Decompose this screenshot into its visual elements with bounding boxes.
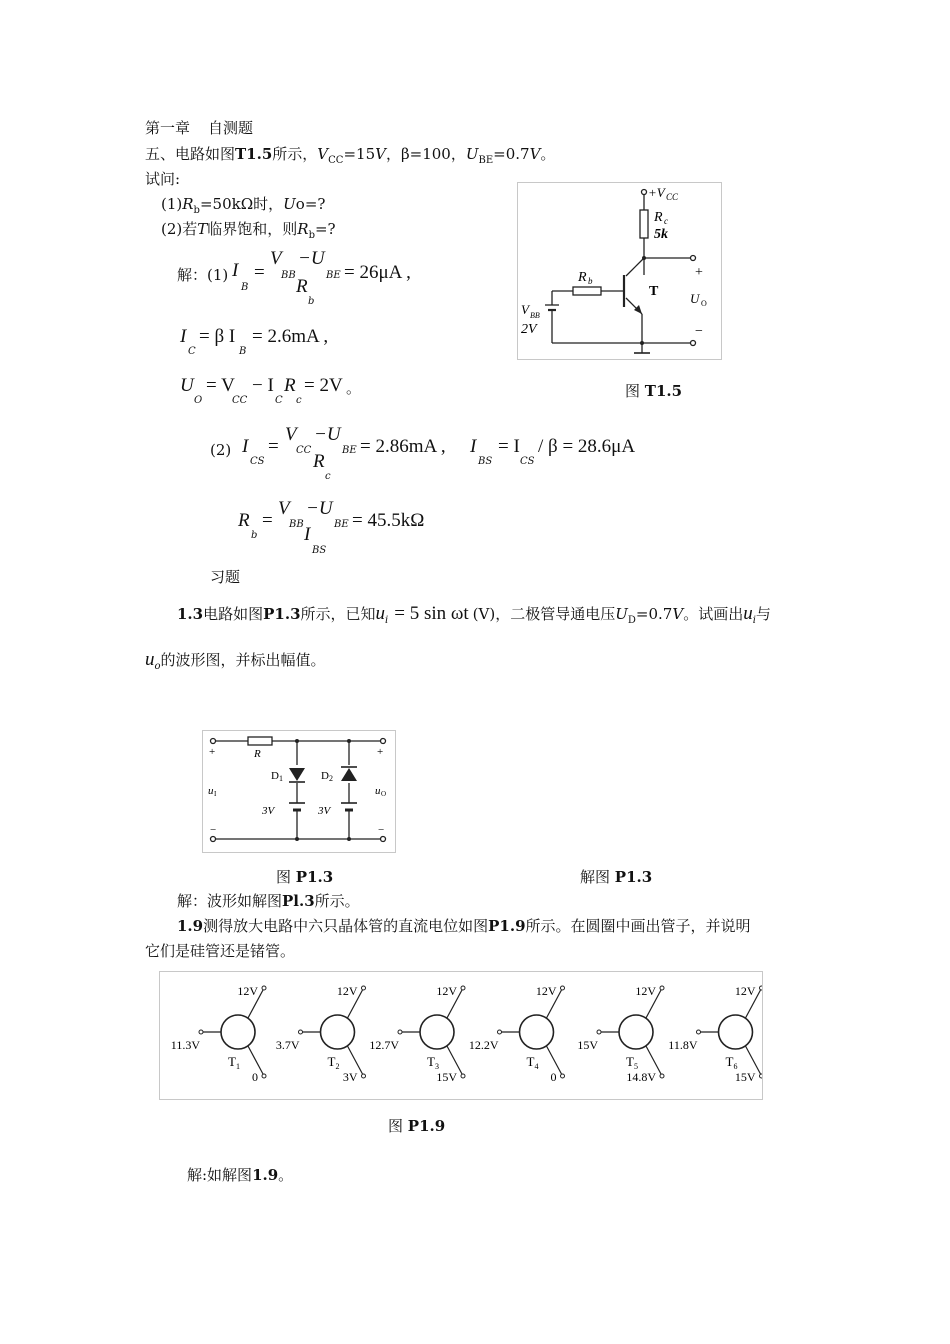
figure-t15 xyxy=(517,182,722,360)
transistor-5-name: T xyxy=(626,1054,634,1069)
ics-den-rsub: c xyxy=(325,471,331,482)
p19-line2: 它们是硅管还是锗管。 xyxy=(145,942,296,960)
transistor-5-bottom-voltage: 14.8V xyxy=(626,1070,656,1084)
q5-figure-ref: T1.5 xyxy=(235,145,273,163)
ib-eq: = xyxy=(254,262,265,283)
transistor-6-body xyxy=(719,1015,753,1049)
q5-prefix: 五、电路如图 xyxy=(145,145,236,163)
p19-figure-ref: P1.9 xyxy=(488,917,526,935)
figure-p13 xyxy=(202,730,396,853)
p13-d2-label: D xyxy=(321,770,329,782)
figure-p19 xyxy=(159,971,763,1100)
q5-part2-rb: R xyxy=(297,220,309,238)
p19-caption-pre: 图 xyxy=(388,1117,404,1135)
p13-minus-right: − xyxy=(378,824,385,836)
q5-ube-value: =0.7 xyxy=(493,145,530,163)
ib-den-rsub: b xyxy=(308,296,315,307)
ic-sub: C xyxy=(188,346,196,357)
ics-result: = 2.86mA , xyxy=(360,436,446,457)
q5-vcc-value: =15 xyxy=(343,145,376,163)
transistor-1-body xyxy=(221,1015,255,1049)
t15-vcc-sub: CC xyxy=(666,192,679,202)
t15-caption-ref: T1.5 xyxy=(644,382,683,400)
p13-answer-ref: Pl.3 xyxy=(282,892,315,910)
transistor-2-sub: 2 xyxy=(335,1062,340,1071)
rb-num-vsub: BB xyxy=(289,519,304,530)
p13-line2 xyxy=(145,650,326,677)
p13-circuit xyxy=(203,731,395,852)
p13-caption-right-pre: 解图 xyxy=(580,868,611,886)
p19-line1: 测得放大电路中六只晶体管的直流电位如图 xyxy=(203,917,489,935)
t15-vbb: V xyxy=(521,302,529,317)
transistor-5-top-voltage: 12V xyxy=(635,984,656,998)
ib-den-r: R xyxy=(296,276,308,297)
sol-label-1: 解：(1) xyxy=(177,266,229,284)
t15-rc: R xyxy=(654,210,663,225)
transistor-5-sub: 5 xyxy=(634,1062,638,1071)
q5-vcc-unit: V xyxy=(375,145,386,163)
transistor-4-left-voltage: 12.2V xyxy=(468,1038,499,1052)
p13-ud-unit: V xyxy=(672,605,684,623)
p13-caption-right xyxy=(580,866,652,887)
p13-plus-left: + xyxy=(209,746,216,758)
sol-label-2: (2) xyxy=(210,441,232,459)
p13-caption-left-ref: P1.3 xyxy=(295,868,334,886)
chapter-heading xyxy=(145,118,253,138)
p13-d1-sub: 1 xyxy=(279,774,283,783)
ibs-symbol: I xyxy=(470,436,477,457)
t15-uo: U xyxy=(690,291,700,306)
p13-caption-left xyxy=(276,866,333,887)
ibs-sub: BS xyxy=(478,456,493,467)
ib-symbol: I xyxy=(232,260,239,281)
q5-ube-label: U xyxy=(465,145,479,163)
transistor-3-base-terminal xyxy=(398,1030,402,1034)
p13-answer-post: 所示。 xyxy=(314,892,360,910)
uo-sub: O xyxy=(194,395,203,406)
transistor-3-name: T xyxy=(427,1054,435,1069)
q5-part2-rb-sub: b xyxy=(308,230,315,241)
transistor-3-bottom-terminal xyxy=(461,1074,465,1078)
p13-uo: u xyxy=(145,649,155,670)
p13-caption-left-pre: 图 xyxy=(276,868,292,886)
resistor-rb xyxy=(573,287,601,295)
transistor-4-base-terminal xyxy=(498,1030,502,1034)
q5-vcc-label: V xyxy=(317,145,329,163)
transistor-2-bottom-terminal xyxy=(362,1074,366,1078)
q5-ube-unit: V xyxy=(529,145,541,163)
uo-end: 。 xyxy=(346,379,362,397)
diode-d1 xyxy=(289,768,305,781)
transistor-1-bottom-terminal xyxy=(262,1074,266,1078)
p13-unit: (V)，二极管导通电压 xyxy=(472,605,616,623)
transistor-1-name: T xyxy=(228,1054,236,1069)
uo-symbol: U xyxy=(180,375,194,396)
rb-num-usub: BE xyxy=(334,519,349,530)
q5-part2 xyxy=(161,219,336,246)
transistor-3-body xyxy=(420,1015,454,1049)
ib-num-minus: −U xyxy=(298,248,325,269)
transistor-1-top-voltage: 12V xyxy=(237,984,258,998)
p13-uo-label: u xyxy=(375,785,381,797)
ic-mid-sub: B xyxy=(239,346,247,357)
ics-num-v: V xyxy=(285,424,297,445)
resistor-rc xyxy=(640,210,648,238)
ics-eq: = xyxy=(268,436,279,457)
terminal-out-bottom xyxy=(381,837,386,842)
p13-pre: 电路如图 xyxy=(203,605,264,623)
uo-rsub: c xyxy=(296,395,302,406)
p13-ui: u xyxy=(375,603,386,624)
transistor-5-base-terminal xyxy=(597,1030,601,1034)
p13-ui2: u xyxy=(743,603,753,624)
output-terminal xyxy=(691,256,696,261)
q5-part1-num: (1) xyxy=(161,195,183,213)
ic-symbol: I xyxy=(180,326,187,347)
uo-csub: C xyxy=(275,395,283,406)
p19-answer-ref: 1.9 xyxy=(252,1166,279,1184)
p13-uo-sub: o xyxy=(154,661,161,672)
q5-end: 。 xyxy=(540,145,556,163)
ics-sub: CS xyxy=(250,456,265,467)
t15-vcc: +V xyxy=(648,185,665,200)
rb-den-i: I xyxy=(304,524,311,545)
transistor-5-body xyxy=(619,1015,653,1049)
p19-answer-pre: 解:如解图 xyxy=(187,1166,253,1184)
p13-statement xyxy=(177,604,771,631)
t15-caption-pre: 图 xyxy=(625,382,641,400)
section-label: 自测题 xyxy=(208,119,254,137)
transistor-1-bottom-voltage: 0 xyxy=(252,1070,258,1084)
ics-den-r: R xyxy=(313,451,325,472)
q5-part2-mid: 临界饱和，则 xyxy=(207,220,298,238)
transistor-5-bottom-terminal xyxy=(660,1074,664,1078)
p13-r-label: R xyxy=(254,748,261,760)
transistor-4-top-terminal xyxy=(561,986,565,990)
transistor-6-left-voltage: 11.8V xyxy=(668,1038,698,1052)
p19-statement xyxy=(177,916,751,936)
ics-num-usub: BE xyxy=(342,445,357,456)
transistor-4-name: T xyxy=(526,1054,535,1069)
uo-result: = 2V xyxy=(304,375,343,396)
transistor-1-sub: 1 xyxy=(236,1062,240,1071)
t15-rc-sub: c xyxy=(664,216,668,226)
q5-vcc-sub: CC xyxy=(328,155,344,166)
p13-ud: U xyxy=(615,605,628,623)
p13-tail: 。试画出 xyxy=(683,605,744,623)
transistor-5-left-voltage: 15V xyxy=(577,1038,598,1052)
p13-answer xyxy=(177,891,360,911)
transistor-6-top-voltage: 12V xyxy=(734,984,756,998)
p13-ui-sub: I xyxy=(214,790,217,798)
rb-eq: = xyxy=(262,510,273,531)
transistor-1-left-voltage: 11.3V xyxy=(170,1038,200,1052)
transistor-2-bottom-voltage: 3V xyxy=(342,1070,358,1084)
p13-mid: 所示，已知 xyxy=(300,605,376,623)
p19-line1-tail: 所示。在圆圈中画出管子，并说明 xyxy=(525,917,751,935)
transistor-1-top-terminal xyxy=(262,986,266,990)
t15-rc-value: 5k xyxy=(654,227,668,242)
transistor-4-top-voltage: 12V xyxy=(535,984,557,998)
t15-vbb-sub: BB xyxy=(530,311,540,320)
ib-result: = 26μA , xyxy=(344,262,411,283)
transistor-5-top-terminal xyxy=(660,986,664,990)
ib-num-v: V xyxy=(270,248,282,269)
p13-minus-left: − xyxy=(210,824,217,836)
transistor-3-bottom-voltage: 15V xyxy=(436,1070,457,1084)
p13-figure-ref: P1.3 xyxy=(263,605,301,623)
t15-uo-sub: O xyxy=(701,299,707,308)
ic-result: = 2.6mA , xyxy=(252,326,329,347)
transistor-3-left-voltage: 12.7V xyxy=(369,1038,399,1052)
p13-ud-sub: D xyxy=(627,615,636,626)
ground-terminal xyxy=(691,341,696,346)
q5-part1-uo-tail: o=? xyxy=(295,195,326,213)
p13-d1-label: D xyxy=(271,770,279,782)
p13-d2-sub: 2 xyxy=(329,774,333,783)
p13-bat2-label: 3V xyxy=(318,805,331,817)
ib-num-vsub: BB xyxy=(281,270,296,281)
p13-formula: = 5 sin ωt xyxy=(394,603,469,624)
transistor-6-top-terminal xyxy=(760,986,763,990)
q5-part2-t: T xyxy=(197,220,208,238)
t15-rb: R xyxy=(578,270,587,285)
transistor-6-sub: 6 xyxy=(733,1062,738,1071)
ic-mid: = β I xyxy=(199,326,236,347)
p13-ui2-sub: i xyxy=(752,615,756,626)
t15-vbb-value: 2V xyxy=(521,322,537,337)
uo-minus: − I xyxy=(252,375,274,396)
p13-ui-label: u xyxy=(208,785,214,797)
transistor-6-name: T xyxy=(725,1054,734,1069)
t15-transistor: T xyxy=(649,284,659,299)
transistor-1-base-terminal xyxy=(199,1030,203,1034)
transistor-3-top-terminal xyxy=(461,986,465,990)
terminal-in-bottom xyxy=(211,837,216,842)
transistor-2-top-voltage: 12V xyxy=(336,984,358,998)
p19-answer xyxy=(187,1165,293,1185)
transistor-2-name: T xyxy=(327,1054,336,1069)
rb-den-isub: BS xyxy=(312,545,327,556)
transistor-2-body xyxy=(321,1015,355,1049)
t15-circuit xyxy=(518,183,721,359)
transistor-2-top-terminal xyxy=(362,986,366,990)
t15-caption xyxy=(625,380,682,401)
p19-answer-post: 。 xyxy=(278,1166,294,1184)
p13-plus-right: + xyxy=(377,746,384,758)
p13-ud-value: =0.7 xyxy=(635,605,673,623)
uo-eq: = V xyxy=(206,375,235,396)
p19-caption xyxy=(388,1115,445,1136)
terminal-out-top xyxy=(381,739,386,744)
p13-line2-text: 的波形图，并标出幅值。 xyxy=(160,651,326,669)
rb-sub: b xyxy=(251,530,258,541)
p13-caption-right-ref: P1.3 xyxy=(614,868,653,886)
p13-answer-pre: 解：波形如解图 xyxy=(177,892,283,910)
transistor-3-top-voltage: 12V xyxy=(436,984,457,998)
transistor-2-base-terminal xyxy=(299,1030,303,1034)
ics-symbol: I xyxy=(242,436,249,457)
q5-mid: 所示， xyxy=(272,145,318,163)
transistor-2-left-voltage: 3.7V xyxy=(275,1038,300,1052)
ics-num-vsub: CC xyxy=(296,445,312,456)
t15-plus: + xyxy=(695,265,703,280)
transistor-4-sub: 4 xyxy=(534,1062,539,1071)
transistor-3-sub: 3 xyxy=(435,1062,439,1071)
diode-d2 xyxy=(341,768,357,781)
transistor-6-base-terminal xyxy=(697,1030,701,1034)
q5-statement xyxy=(145,144,555,171)
transistor-4-bottom-voltage: 0 xyxy=(550,1070,557,1084)
transistor-6-bottom-terminal xyxy=(760,1074,763,1078)
transistor-6-bottom-voltage: 15V xyxy=(734,1070,756,1084)
ibs-csub: CS xyxy=(520,456,535,467)
p13-uo-sub: O xyxy=(381,790,387,798)
q5-beta: ，β=100， xyxy=(385,145,466,163)
q5-ube-sub: BE xyxy=(478,155,494,166)
q5-part2-num: (2)若 xyxy=(161,220,198,238)
p19-caption-ref: P1.9 xyxy=(407,1117,446,1135)
p19-number: 1.9 xyxy=(177,917,204,935)
transistor-4-bottom-terminal xyxy=(561,1074,565,1078)
q5-part2-end: =? xyxy=(314,220,336,238)
p13-bat1-label: 3V xyxy=(262,805,275,817)
p13-ui-sub: i xyxy=(385,615,389,626)
chapter-label: 第一章 xyxy=(145,119,191,137)
resistor-r xyxy=(248,737,272,745)
rb-num-v: V xyxy=(278,498,290,519)
rb-result: = 45.5kΩ xyxy=(352,510,425,531)
q5-part1-value: =50kΩ时， xyxy=(199,195,284,213)
q5-part1-uo: U xyxy=(283,195,296,213)
t15-minus: − xyxy=(695,324,703,339)
terminal-in-top xyxy=(211,739,216,744)
rb-symbol: R xyxy=(238,510,250,531)
rb-num-minus: −U xyxy=(306,498,333,519)
p13-number: 1.3 xyxy=(177,605,204,623)
q5-part1-rb-sub: b xyxy=(193,205,200,216)
p19-transistor-grid xyxy=(160,972,762,1099)
ib-sub: B xyxy=(241,282,249,293)
t15-rb-sub: b xyxy=(588,276,593,286)
vcc-terminal xyxy=(642,190,647,195)
ics-num-minus: −U xyxy=(314,424,341,445)
uo-r: R xyxy=(284,375,296,396)
ibs-result: / β = 28.6μA xyxy=(538,436,636,457)
ibs-eq: = I xyxy=(498,436,520,457)
transistor-4-body xyxy=(520,1015,554,1049)
ib-num-usub: BE xyxy=(326,270,341,281)
q5-ask: 试问: xyxy=(145,170,181,188)
p13-and: 与 xyxy=(755,605,771,623)
q5-part1 xyxy=(161,194,325,221)
uo-vsub: CC xyxy=(232,395,248,406)
exercises-title: 习题 xyxy=(210,568,241,586)
q5-part1-rb: R xyxy=(182,195,194,213)
